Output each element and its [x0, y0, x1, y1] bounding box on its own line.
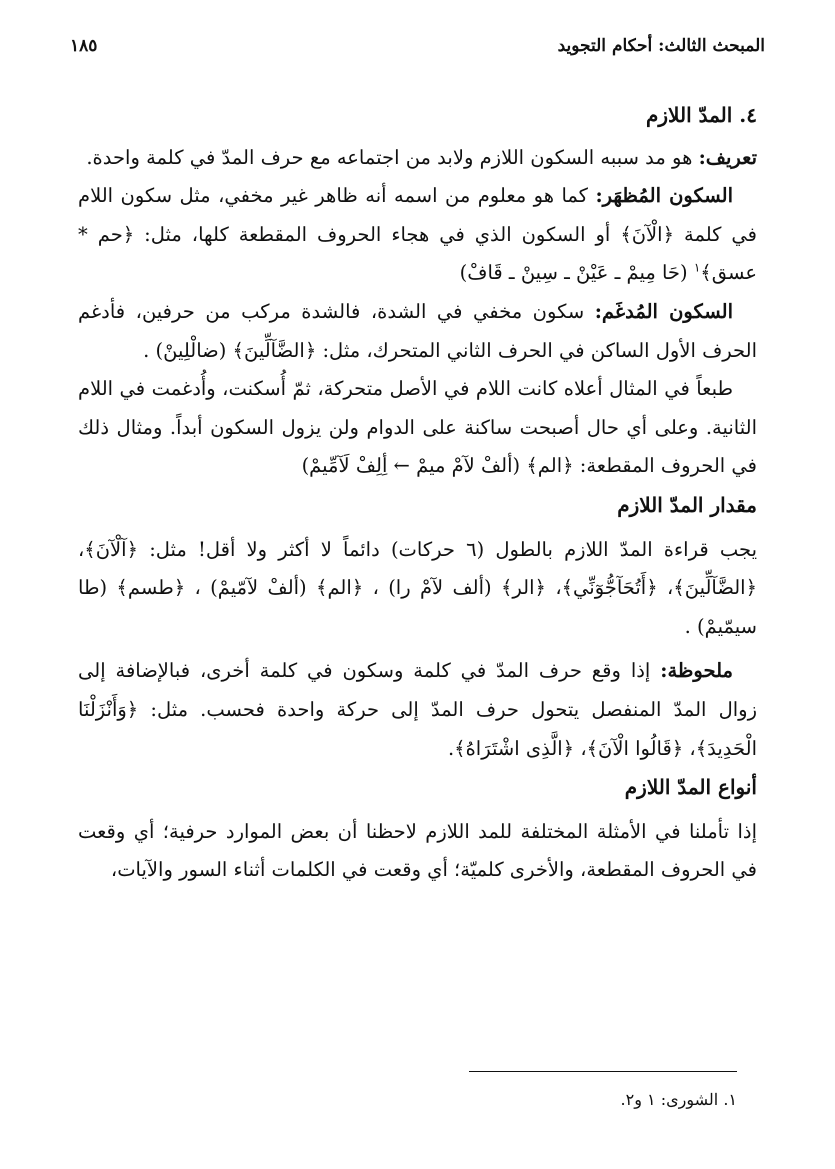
section-heading: ٤. المدّ اللازم — [646, 103, 757, 127]
measure-text-1: يجب قراءة المدّ اللازم بالطول (٦ حركات) دائماً لا أكثر ولا أقل! مثل: — [149, 537, 757, 561]
measure-heading: مقدار المدّ اللازم — [617, 492, 757, 517]
definition-paragraph — [78, 139, 757, 178]
remark-label: ملحوظة: — [660, 659, 733, 683]
measure-text-4: (طا سيمّيمْ) . — [78, 576, 757, 638]
example-note-paragraph — [78, 370, 757, 486]
quran-quote: ﴿الم﴾ — [316, 576, 364, 600]
footnote-reference[interactable]: ١ — [693, 260, 701, 275]
quran-quote: ﴿الضَّآلِّينَ﴾، — [667, 576, 758, 600]
sukun-mudgham-paragraph — [78, 293, 757, 370]
types-paragraph — [78, 813, 757, 890]
quran-quote: ﴿قَالُوا الْآنَ﴾، — [580, 736, 684, 760]
sukun-muzhar-text-3: (حَا مِيمْ ـ عَيْنْ ـ سِينْ ـ قَافْ) — [459, 261, 688, 285]
footnote-divider — [469, 1071, 737, 1072]
quran-quote: ﴿الم﴾ — [526, 454, 574, 478]
page-body — [78, 96, 757, 890]
quran-quote: ﴿طسم﴾ — [116, 576, 186, 600]
footnote: ١. الشورى: ١ و٢. — [620, 1090, 737, 1109]
sukun-muzhar-paragraph — [78, 177, 757, 293]
quran-quote: ﴿الْآنَ﴾ — [620, 222, 675, 246]
chapter-title: المبحث الثالث: أحكام التجويد — [557, 36, 765, 56]
measure-paragraph — [78, 531, 757, 647]
running-header — [70, 36, 765, 56]
sukun-mudgham-text-2: (ضالْلِينْ) . — [143, 338, 227, 362]
sukun-mudgham-label: السكون المُدغَم: — [594, 299, 733, 323]
quran-quote: ﴿حم * عسق﴾ — [78, 222, 757, 285]
sukun-muzhar-text-2: أو السكون الذي في هجاء الحروف المقطعة كلها، مثل: — [144, 222, 611, 246]
page-number: ١٨٥ — [70, 36, 98, 56]
remark-paragraph — [78, 652, 757, 768]
quran-quote: ﴿الر﴾ — [501, 576, 546, 600]
sukun-muzhar-label: السكون المُظهَر: — [595, 184, 734, 208]
definition-label: تعريف: — [698, 145, 757, 169]
quran-quote: ﴿الَّذِى اشْتَرَاهُ﴾. — [447, 736, 575, 760]
quran-quote: ﴿أَتُحَآجُّوٓنِّي﴾، — [555, 576, 658, 600]
types-heading: أنواع المدّ اللازم — [624, 775, 757, 800]
definition-text: هو مد سببه السكون اللازم ولابد من اجتماعه مع حرف المدّ في كلمة واحدة. — [86, 145, 693, 169]
remark-text-1: إذا وقع حرف المدّ في كلمة وسكون في كلمة أخرى، فبالإضافة إلى زوال المدّ المنفصل يتحول حرف المدّ إلى حركة واحدة فحسب. مثل: — [78, 659, 757, 721]
sukun-mudgham-text-1: سكون مخفي في الشدة، فالشدة مركب من حرفين، فأدغم الحرف الأول الساكن في الحرف الثاني المتحرك، مثل: — [78, 299, 757, 362]
example-note-text-1: طبعاً في المثال أعلاه كانت اللام في الأصل متحركة، ثمّ أُسكنت، وأُدغمت في اللام الثانية. وعلى أي حال أصبحت ساكنة على الدوام ولن يزول السكون أبداً. ومثال ذلك في الحروف المقطعة: — [78, 377, 757, 478]
measure-text-3: (ألفْ لآمّيمْ) ، — [194, 576, 307, 600]
example-note-text-2: (ألفْ لآمْ ميمْ ← أِلِفْ لَآمِّيمْ) — [301, 454, 521, 478]
quran-quote: ﴿الضَّآلِّينَ﴾ — [232, 338, 317, 362]
types-text: إذا تأملنا في الأمثلة المختلفة للمد اللازم لاحظنا أن بعض الموارد حرفية؛ أي وقعت في الحروف المقطعة، والأخرى كلميّة؛ أي وقعت في الكلمات أثناء السور والآيات، — [78, 819, 757, 882]
sukun-muzhar-text-1: كما هو معلوم من اسمه أنه ظاهر غير مخفي، مثل سكون اللام في كلمة — [78, 184, 758, 246]
quran-quote: ﴿وَأَنْزَلْنَا الْحَدِيدَ﴾، — [78, 697, 757, 760]
quran-quote: ﴿آلْآنَ﴾، — [78, 537, 139, 561]
measure-text-2: (ألف لآمْ را) ، — [372, 576, 492, 600]
